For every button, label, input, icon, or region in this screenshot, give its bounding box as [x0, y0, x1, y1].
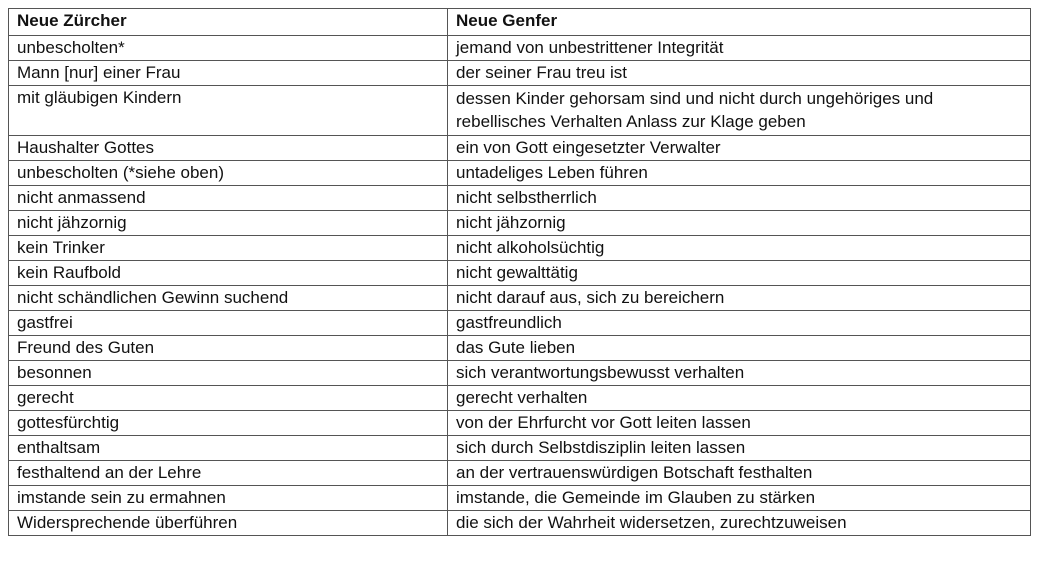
cell-neue-genfer: nicht selbstherrlich	[448, 186, 1031, 211]
cell-neue-zuercher: kein Raufbold	[9, 261, 448, 286]
cell-neue-zuercher: unbescholten (*siehe oben)	[9, 161, 448, 186]
cell-neue-genfer: nicht gewalttätig	[448, 261, 1031, 286]
cell-neue-genfer: sich durch Selbstdisziplin leiten lassen	[448, 436, 1031, 461]
cell-neue-zuercher: gottesfürchtig	[9, 411, 448, 436]
cell-neue-genfer: von der Ehrfurcht vor Gott leiten lassen	[448, 411, 1031, 436]
comparison-table	[8, 8, 1031, 536]
cell-neue-genfer: jemand von unbestrittener Integrität	[448, 36, 1031, 61]
table-row	[9, 86, 1031, 136]
table-row	[9, 311, 1031, 336]
cell-neue-genfer: an der vertrauenswürdigen Botschaft festhalten	[448, 461, 1031, 486]
cell-neue-genfer: nicht jähzornig	[448, 211, 1031, 236]
cell-neue-zuercher: nicht schändlichen Gewinn suchend	[9, 286, 448, 311]
table-row	[9, 486, 1031, 511]
table-row	[9, 61, 1031, 86]
cell-neue-zuercher: Widersprechende überführen	[9, 511, 448, 536]
table-row	[9, 211, 1031, 236]
cell-neue-zuercher: Mann [nur] einer Frau	[9, 61, 448, 86]
cell-neue-genfer: das Gute lieben	[448, 336, 1031, 361]
cell-neue-zuercher: Haushalter Gottes	[9, 136, 448, 161]
header-neue-zuercher: Neue Zürcher	[9, 9, 448, 36]
cell-neue-zuercher: enthaltsam	[9, 436, 448, 461]
cell-neue-zuercher: besonnen	[9, 361, 448, 386]
table-body	[9, 36, 1031, 536]
cell-neue-zuercher: unbescholten*	[9, 36, 448, 61]
cell-neue-genfer: gerecht verhalten	[448, 386, 1031, 411]
cell-neue-zuercher: kein Trinker	[9, 236, 448, 261]
table-row	[9, 236, 1031, 261]
table-row	[9, 186, 1031, 211]
cell-neue-genfer: die sich der Wahrheit widersetzen, zurechtzuweisen	[448, 511, 1031, 536]
cell-neue-zuercher: mit gläubigen Kindern	[9, 86, 448, 136]
table-header	[9, 9, 1031, 36]
cell-neue-genfer: sich verantwortungsbewusst verhalten	[448, 361, 1031, 386]
table-row	[9, 361, 1031, 386]
table-row	[9, 261, 1031, 286]
table-row	[9, 386, 1031, 411]
table-row	[9, 161, 1031, 186]
header-row	[9, 9, 1031, 36]
cell-neue-genfer: untadeliges Leben führen	[448, 161, 1031, 186]
table-row	[9, 436, 1031, 461]
cell-neue-zuercher: gerecht	[9, 386, 448, 411]
cell-neue-zuercher: imstande sein zu ermahnen	[9, 486, 448, 511]
cell-neue-zuercher: festhaltend an der Lehre	[9, 461, 448, 486]
cell-neue-genfer: nicht alkoholsüchtig	[448, 236, 1031, 261]
cell-neue-zuercher: Freund des Guten	[9, 336, 448, 361]
table-row	[9, 411, 1031, 436]
cell-neue-genfer: der seiner Frau treu ist	[448, 61, 1031, 86]
cell-neue-genfer: dessen Kinder gehorsam sind und nicht durch ungehöriges und rebellisches Verhalten Anlass zur Klage geben	[448, 86, 1031, 136]
cell-neue-genfer: gastfreundlich	[448, 311, 1031, 336]
header-neue-genfer: Neue Genfer	[448, 9, 1031, 36]
cell-neue-genfer: nicht darauf aus, sich zu bereichern	[448, 286, 1031, 311]
table-row	[9, 511, 1031, 536]
cell-neue-zuercher: nicht anmassend	[9, 186, 448, 211]
cell-neue-genfer: ein von Gott eingesetzter Verwalter	[448, 136, 1031, 161]
table-row	[9, 136, 1031, 161]
cell-neue-zuercher: gastfrei	[9, 311, 448, 336]
table-row	[9, 286, 1031, 311]
cell-neue-zuercher: nicht jähzornig	[9, 211, 448, 236]
table-row	[9, 461, 1031, 486]
cell-neue-genfer: imstande, die Gemeinde im Glauben zu stärken	[448, 486, 1031, 511]
table-row	[9, 336, 1031, 361]
table-row	[9, 36, 1031, 61]
